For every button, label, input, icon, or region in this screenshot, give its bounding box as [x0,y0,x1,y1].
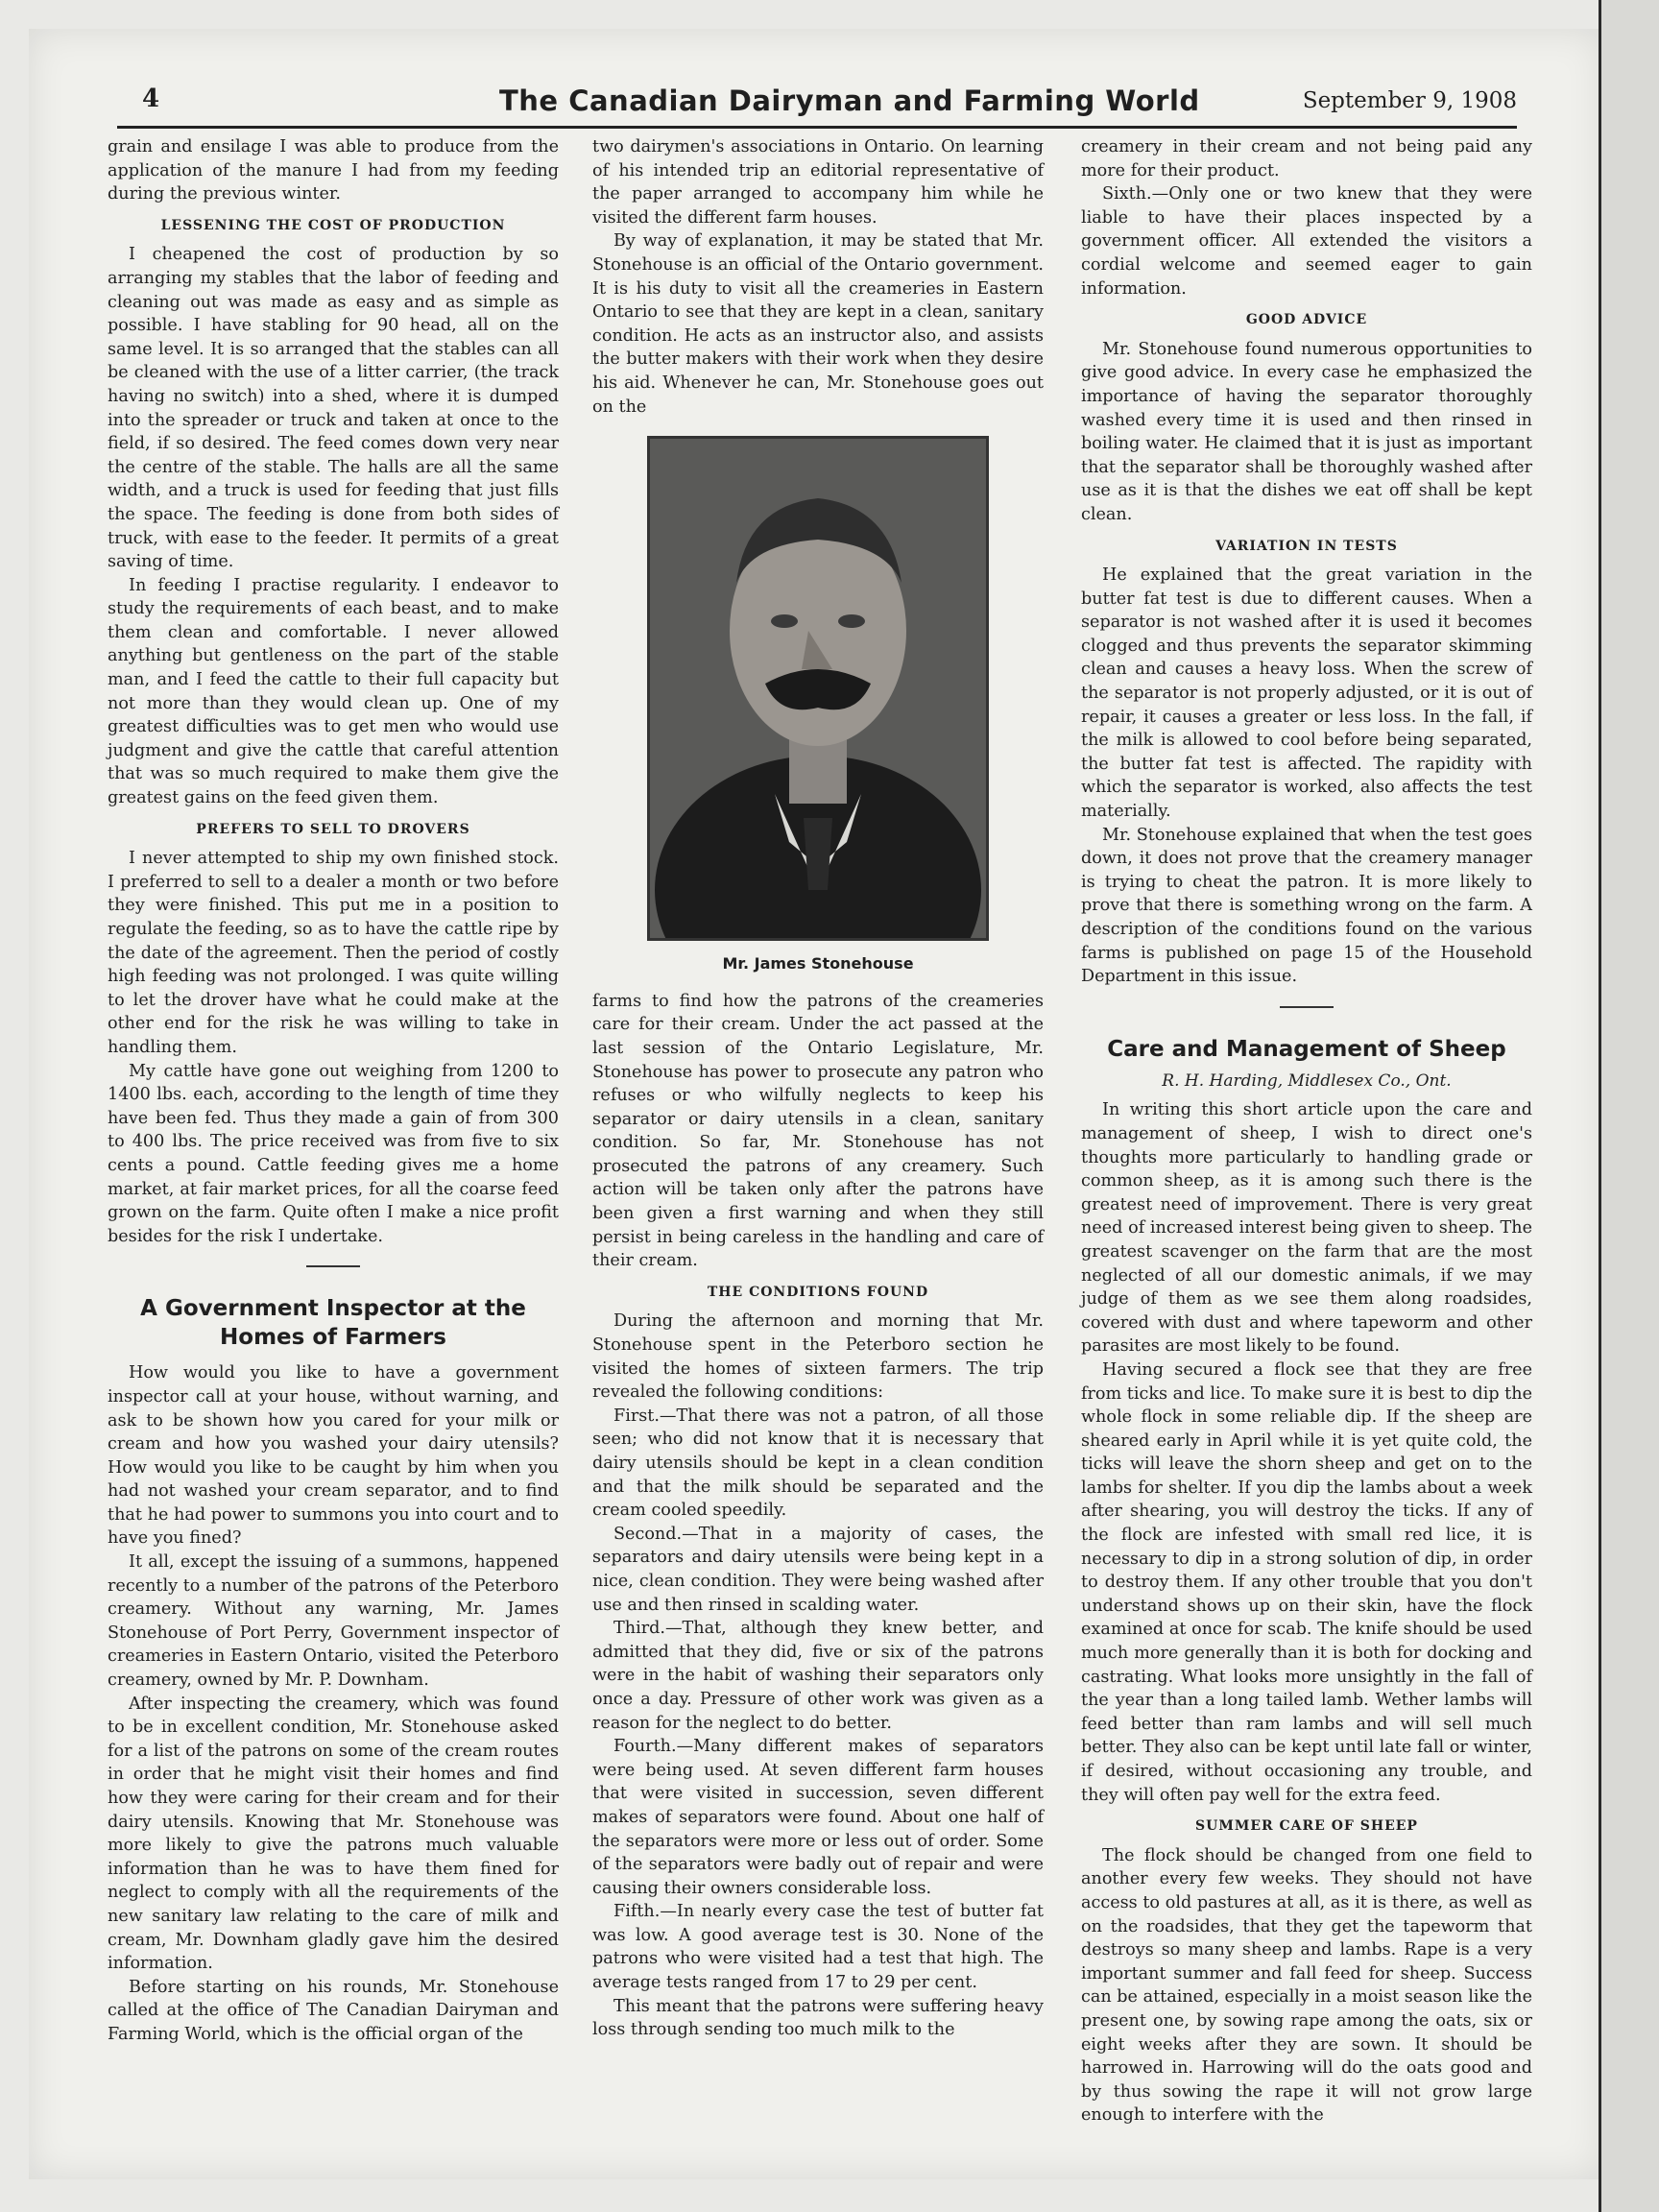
article-byline: R. H. Harding, Middlesex Co., Ont. [1162,1070,1452,1091]
paragraph: During the afternoon and morning that Mr. Stonehouse spent in the Peterboro section he visited the homes of sixteen farmers. The trip revealed the following conditions: [592,1311,1044,1403]
page-number: 4 [142,84,160,113]
paragraph: In writing this short article upon the care and management of sheep, I wish to direct one's thoughts more particularly to handling grade or common sheep, as it is among such there is the greatest need of improvement. There is very great need of increased interest being given to sheep. The greatest scavenger on the farm that are the most neglected of all our domestic animals, if we may judge of them as we see them along roadsides, covered with dust and where tapeworm and other parasites are most likely to be found. [1081,1100,1532,1357]
paragraph: I cheapened the cost of production by so arranging my stables that the labor of feeding and cleaning out was made as easy and as simple as possible. I have stabling for 90 head, all on the same level. It is so arranged that the stables can all be cleaned with the use of a litter carrier, (the track having no switch) into a shed, where it is dumped into the spreader or truck and taken at once to the field, if so desired. The feed comes down very near the centre of the stable. The halls are all the same width, and a truck is used for feeding that just fills the space. The feeding is done from both sides of truck, with ease to the feeder. It permits of a great saving of time. [108,245,559,572]
paragraph: grain and ensilage I was able to produce from the application of the manure I had from my feeding during the previous winter. [108,137,559,204]
paragraph: Sixth.—Only one or two knew that they were liable to have their places inspected by a government officer. All extended the visitors a cordial welcome and seemed eager to gain information. [1081,184,1532,299]
paragraph: creamery in their cream and not being paid any more for their product. [1081,137,1532,180]
article-title: Care and Management of Sheep [1107,1036,1506,1062]
paragraph: Fifth.—In nearly every case the test of butter fat was low. A good average test is 30. None of the patrons who were visited had a test that high. The average tests ranged from 17 to 29 per cent. [592,1902,1044,1993]
paragraph: Mr. Stonehouse explained that when the test goes down, it does not prove that the creamery manager is trying to cheat the patron. It is more likely to prove that there is something wrong on the farm. A description of the conditions found on the various farms is published on page 15 of the Household Department in this issue. [1081,825,1532,987]
paragraph: He explained that the great variation in the butter fat test is due to different causes. When a separator is not washed after it is used it becomes clogged and thus prevents the separator skimming clean and causes a heavy loss. When the screw of the separator is not properly adjusted, or it is out of repair, it causes a greater or less loss. In the fall, if the milk is allowed to cool before being separated, the butter fat test is affected. The rapidity with which the separator is worked, also affects the test materially. [1081,565,1532,822]
article-divider [1280,1006,1334,1008]
paragraph: The flock should be changed from one field to another every few weeks. They should not have access to old pastures at all, as it is there, as well as on the roadsides, that they get the tapeworm that destroys so many sheep and lambs. Rape is a very important summer and fall feed for sheep. Success can be attained, especially in a moist season like the present one, by sowing rape among the oats, six or eight weeks after they are sown. It should be harrowed in. Harrowing will do the oats good and by thus sowing the rape it will not grow large enough to interfere with the [1081,1845,1532,2126]
paragraph: By way of explanation, it may be stated that Mr. Stonehouse is an official of the Ontario government. It is his duty to visit all the creameries in Eastern Ontario to see that they are kept in a clean, sanitary condition. He acts as an instructor also, and assists the butter makers with their work when they desire his aid. Whenever he can, Mr. Stonehouse goes out on the [592,231,1044,417]
section-heading: GOOD ADVICE [1245,312,1368,328]
paragraph: Before starting on his rounds, Mr. Stonehouse called at the office of The Canadian Dairyman and Farming World, which is the official organ of the [108,1977,559,2044]
column-2 [592,135,1044,2042]
portrait-photo [647,436,989,941]
article-divider [306,1265,360,1267]
paragraph: farms to find how the patrons of the creameries care for their cream. Under the act passed at the last session of the Ontario Legislature, Mr. Stonehouse has power to prosecute any patron who refuses or who wilfully neglects to keep his separator or dairy utensils in a clean, sanitary condition. So far, Mr. Stonehouse has not prosecuted the patrons of any creamery. Such action will be taken only after the patrons have been given a first warning and when they still persist in being careless in the handling and care of their cream. [592,991,1044,1271]
portrait-caption: Mr. James Stonehouse [722,954,914,974]
column-3 [1081,135,1532,2128]
section-heading: SUMMER CARE OF SHEEP [1195,1818,1418,1835]
publication-title: The Canadian Dairyman and Farming World [499,84,1200,117]
article-title: A Government Inspector at the Homes of Farmers [140,1296,526,1351]
paragraph: Mr. Stonehouse found numerous opportunities to give good advice. In every case he emphasized the importance of having the separator thoroughly washed every time it is used and then rinsed in boiling water. He claimed that it is just as important that the separator shall be thoroughly washed after use as it is that the dishes we eat off shall be kept clean. [1081,339,1532,524]
section-heading: THE CONDITIONS FOUND [707,1284,929,1300]
header-rule [117,126,1517,129]
paragraph: I never attempted to ship my own finished stock. I preferred to sell to a dealer a month or two before they were finished. This put me in a position to regulate the feeding, so as to have the cattle ripe by the date of the agreement. Then the period of costly high feeding was not prolonged. I was quite willing to let the drover have what he could make at the other end for the risk he was willing to take in handling them. [108,849,559,1057]
column-1 [108,135,559,2047]
paragraph: This meant that the patrons were suffering heavy loss through sending too much milk to the [592,1996,1044,2040]
section-heading: VARIATION IN TESTS [1215,538,1398,554]
paragraph: It all, except the issuing of a summons, happened recently to a number of the patrons of the Peterboro creamery. Without any warning, Mr. James Stonehouse of Port Perry, Government inspector of creameries in Eastern Ontario, visited the Peterboro creamery, owned by Mr. P. Downham. [108,1552,559,1691]
paragraph: First.—That there was not a patron, of all those seen; who did not know that it is necessary that dairy utensils should be kept in a clean condition and that the milk should be separated and the cream cooled speedily. [592,1406,1044,1521]
paragraph: Having secured a flock see that they are free from ticks and lice. To make sure it is best to dip the whole flock in some reliable dip. If the sheep are sheared early in April while it is yet quite cold, the ticks will leave the shorn sheep and get on to the lambs for shelter. If you dip the lambs about a week after shearing, you will destroy the ticks. If any of the flock are infested with small red lice, it is necessary to dip in a strong solution of dip, in order to destroy them. If any other trouble that you don't understand shows up on their skin, have the flock examined at once for scab. The knife should be used much more generally than it is both for docking and castrating. What looks more unsightly in the fall of the year than a long tailed lamb. Wether lambs will feed better than ram lambs and will sell much better. They also can be kept until late fall or winter, if desired, without occasioning any trouble, and they will often pay well for the extra feed. [1081,1359,1532,1805]
section-heading: PREFERS TO SELL TO DROVERS [196,821,470,837]
paragraph: Second.—That in a majority of cases, the separators and dairy utensils were being kept in a nice, clean condition. They were being washed after use and then rinsed in scalding water. [592,1524,1044,1615]
paragraph: Third.—That, although they knew better, and admitted that they did, five or six of the patrons were in the habit of washing their separators only once a day. Pressure of other work was given as a reason for the neglect to do better. [592,1619,1044,1733]
paragraph: In feeding I practise regularity. I endeavor to study the requirements of each beast, and to make them clean and comfortable. I never allowed anything but gentleness on the part of the stable man, and I feed the cattle to their full capacity but not more than they would clean up. One of my greatest difficulties was to get men who would use judgment and give the cattle that careful attention that was so much required to make them give the greatest gains on the feed given them. [108,575,559,808]
portrait-illustration [650,439,986,938]
binding-edge [1599,0,1659,2212]
paragraph: Fourth.—Many different makes of separators were being used. At seven different farm houses that were visited in succession, seven different makes of separators were found. About one half of the separators were more or less out of order. Some of the separators were badly out of repair and were causing their owners considerable loss. [592,1737,1044,1898]
paragraph: My cattle have gone out weighing from 1200 to 1400 lbs. each, according to the length of time they have been fed. Thus they made a gain of from 300 to 400 lbs. The price received was from five to six cents a pound. Cattle feeding gives me a home market, at fair market prices, for all the coarse feed grown on the farm. Quite often I make a nice profit besides for the risk I undertake. [108,1061,559,1246]
portrait-figure [592,436,1044,976]
paragraph: How would you like to have a government inspector call at your house, without warning, and ask to be shown how you cared for your milk or cream and how you washed your dairy utensils? How would you like to be caught by him when you had not washed your cream separator, and to find that he had power to summons you into court and to have you fined? [108,1363,559,1549]
section-heading: LESSENING THE COST OF PRODUCTION [160,217,506,233]
paragraph: two dairymen's associations in Ontario. On learning of his intended trip an editorial representative of the paper arranged to accompany him while he visited the different farm houses. [592,137,1044,228]
paragraph: After inspecting the creamery, which was found to be in excellent condition, Mr. Stonehouse asked for a list of the patrons on some of the cream routes in order that he might visit their homes and find how they were caring for their cream and for their dairy utensils. Knowing that Mr. Stonehouse was more likely to give the patrons much valuable information than he was to have them fined for neglect to comply with all the requirements of the new sanitary law relating to the care of milk and cream, Mr. Downham gladly gave him the desired information. [108,1694,559,1974]
issue-date: September 9, 1908 [1302,88,1517,113]
page-header [115,84,1517,123]
